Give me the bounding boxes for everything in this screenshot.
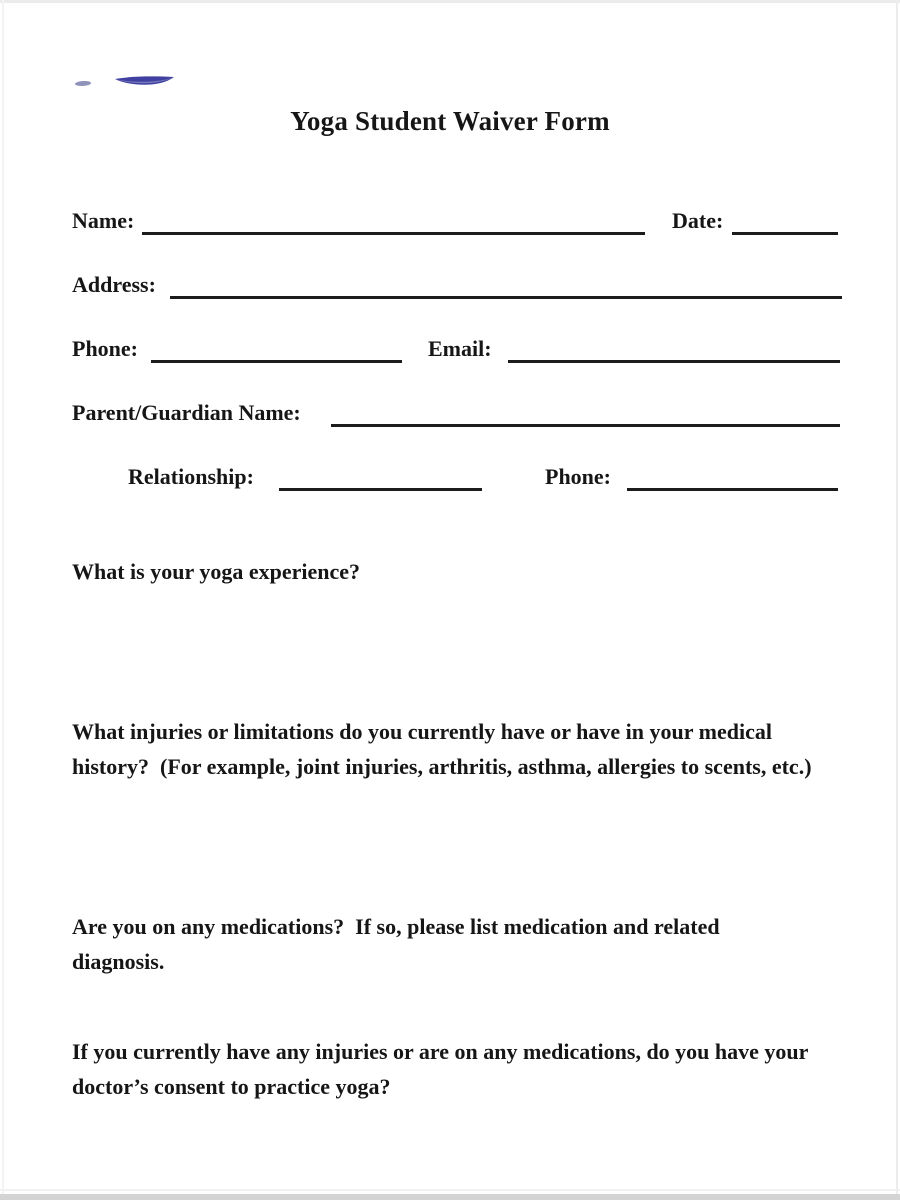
relationship-label: Relationship: [128,464,254,489]
logo-fragment-dash-icon [75,80,91,86]
logo-swoosh-icon [114,73,178,93]
email-input-line[interactable] [508,335,840,363]
phone-label: Phone: [72,336,138,361]
address-input-line[interactable] [170,271,842,299]
date-label: Date: [672,208,724,233]
relationship-input-line[interactable] [279,463,482,491]
date-input-line[interactable] [732,207,838,235]
scan-edge-top [0,0,900,3]
question-medications-line2: diagnosis. [72,949,165,974]
page-title: Yoga Student Waiver Form [290,106,610,136]
scan-edge-right [896,0,898,1200]
question-medications-line1: Are you on any medications? If so, please list medication and related [72,914,720,939]
parent-guardian-name-input-line[interactable] [331,399,840,427]
email-label: Email: [428,336,492,361]
question-doctor-consent-line2: doctor’s consent to practice yoga? [72,1074,391,1099]
parent-guardian-name-label: Parent/Guardian Name: [72,400,301,425]
question-injuries-line2: history? (For example, joint injuries, arthritis, asthma, allergies to scents, etc.) [72,754,812,779]
scan-edge-bottom-faint [0,1189,900,1191]
name-input-line[interactable] [142,207,645,235]
question-injuries-line1: What injuries or limitations do you currently have or have in your medical [72,719,772,744]
phone-input-line[interactable] [151,335,402,363]
address-label: Address: [72,272,156,297]
name-label: Name: [72,208,135,233]
question-yoga-experience: What is your yoga experience? [72,559,361,584]
scan-edge-bottom [0,1194,900,1200]
relationship-phone-input-line[interactable] [627,463,838,491]
scan-edge-left [2,0,4,1200]
relationship-phone-label: Phone: [545,464,611,489]
question-doctor-consent-line1: If you currently have any injuries or are on any medications, do you have your [72,1039,809,1064]
